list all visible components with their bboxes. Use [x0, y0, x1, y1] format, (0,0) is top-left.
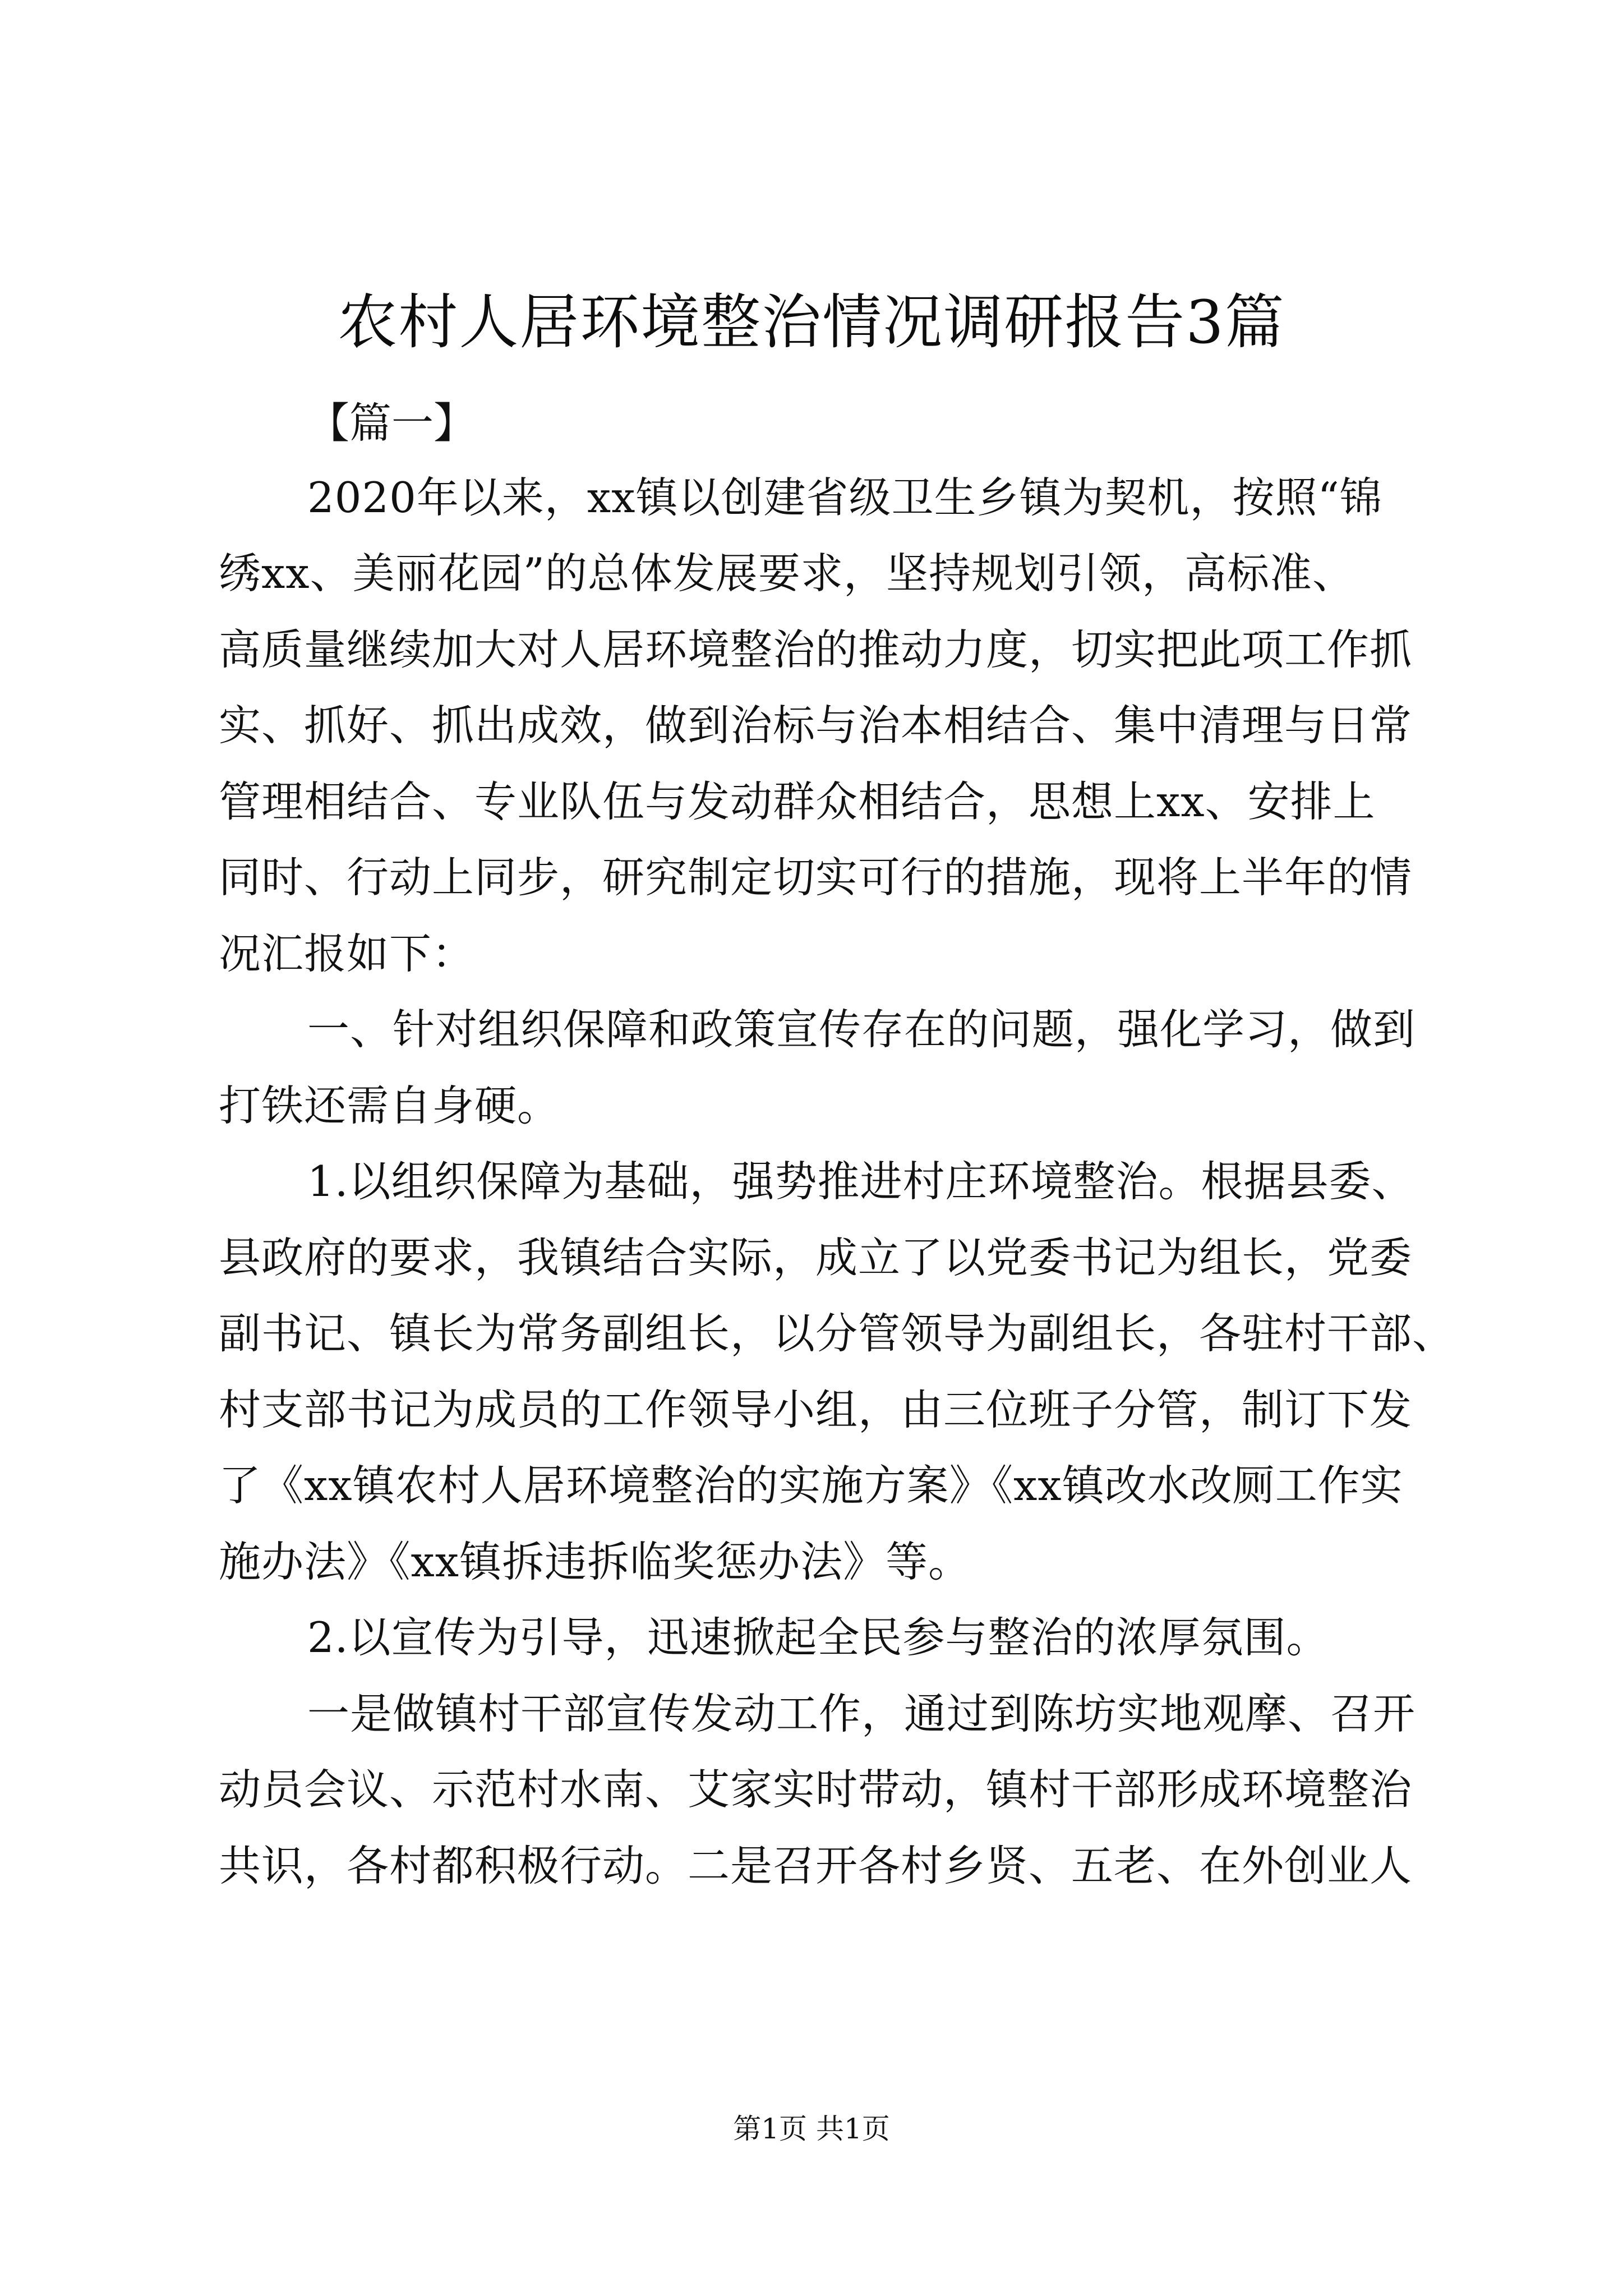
- body-line: 绣xx、美丽花园”的总体发展要求，坚持规划引领，高标准、: [219, 549, 1355, 598]
- body-line: 况汇报如下：: [219, 929, 475, 978]
- body-line: 同时、行动上同步，研究制定切实可行的措施，现将上半年的情: [219, 853, 1413, 902]
- body-line: 动员会议、示范村水南、艾家实时带动，镇村干部形成环境整治: [219, 1765, 1413, 1814]
- body-line: 一、针对组织保障和政策宣传存在的问题，强化学习，做到: [307, 1005, 1416, 1054]
- body-line: 打铁还需自身硬。: [219, 1081, 560, 1130]
- body-line: 施办法》《xx镇拆违拆临奖惩办法》等。: [219, 1537, 971, 1586]
- body-line: 了《xx镇农村人居环境整治的实施方案》《xx镇改水改厕工作实: [219, 1461, 1403, 1510]
- section-label: 【篇一】: [307, 398, 476, 448]
- document-title: 农村人居环境整治情况调研报告3篇: [338, 288, 1285, 357]
- body-line: 村支部书记为成员的工作领导小组，由三位班子分管，制订下发: [219, 1385, 1413, 1434]
- body-line: 县政府的要求，我镇结合实际，成立了以党委书记为组长，党委: [219, 1233, 1413, 1282]
- body-line: 管理相结合、专业队伍与发动群众相结合，思想上xx、安排上: [219, 777, 1376, 826]
- body-line: 共识，各村都积极行动。二是召开各村乡贤、五老、在外创业人: [219, 1841, 1413, 1890]
- body-line: 高质量继续加大对人居环境整治的推动力度，切实把此项工作抓: [219, 625, 1413, 674]
- page-footer: 第1页 共1页: [733, 2113, 890, 2145]
- body-line: 实、抓好、抓出成效，做到治标与治本相结合、集中清理与日常: [219, 701, 1413, 750]
- body-line: 2.以宣传为引导，迅速掀起全民参与整治的浓厚氛围。: [307, 1613, 1329, 1662]
- body-line: 1.以组织保障为基础，强势推进村庄环境整治。根据县委、: [307, 1157, 1414, 1206]
- body-line: 副书记、镇长为常务副组长，以分管领导为副组长，各驻村干部、: [219, 1309, 1455, 1358]
- body-line: 一是做镇村干部宣传发动工作，通过到陈坊实地观摩、召开: [307, 1689, 1416, 1738]
- body-line: 2020年以来，xx镇以创建省级卫生乡镇为契机，按照“锦: [307, 473, 1382, 522]
